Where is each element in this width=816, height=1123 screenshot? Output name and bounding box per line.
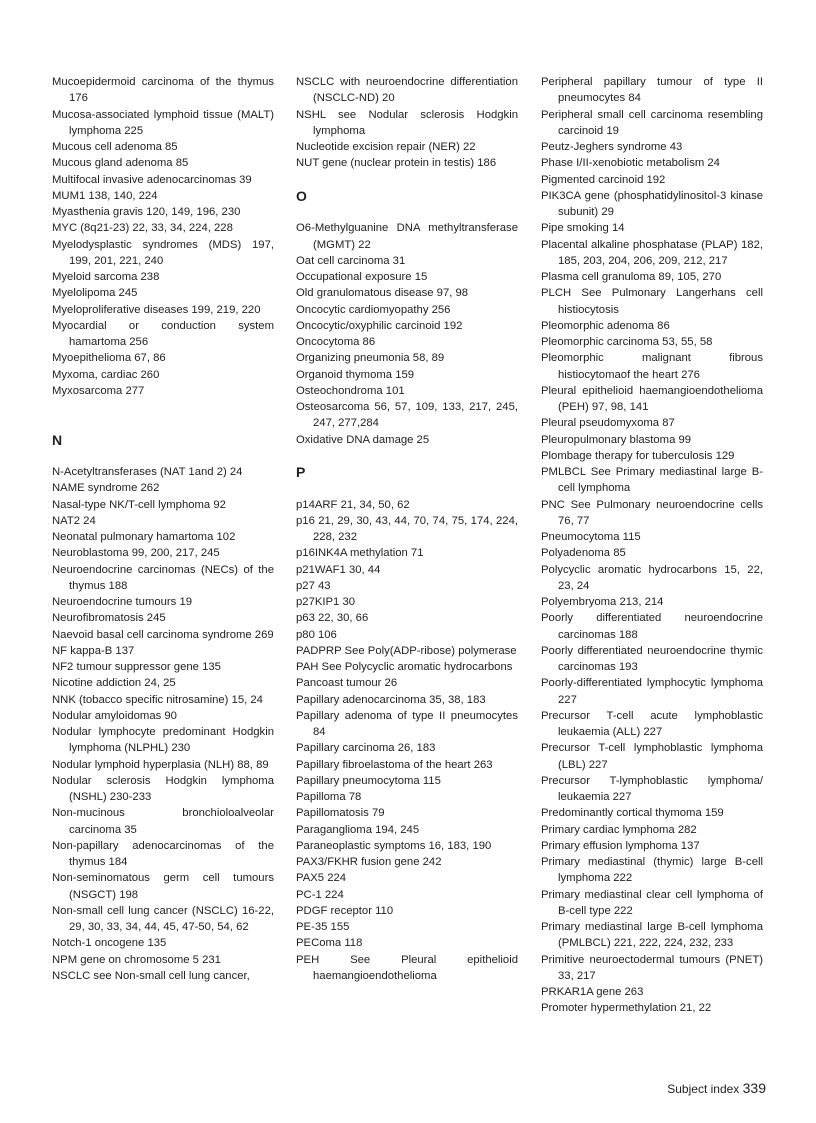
index-entry: Promoter hypermethylation 21, 22: [541, 1002, 712, 1015]
index-entry: Oncocytic cardiomyopathy 256: [296, 303, 451, 316]
section-letter-heading: O: [296, 187, 307, 204]
index-entry: PAX3/FKHR fusion gene 242: [296, 856, 442, 868]
index-entry: PNC See Pulmonary neuroendocrine cells 76, 77: [541, 498, 763, 527]
index-entry: Papillomatosis 79: [296, 807, 385, 820]
index-entry: Non-seminomatous germ cell tumours (NSGCT) 198: [52, 872, 274, 901]
index-entry: Organizing pneumonia 58, 89: [296, 352, 445, 365]
index-entry: p16INK4A methylation 71: [296, 547, 424, 560]
index-entry: Myeloproliferative diseases 199, 219, 220: [52, 303, 261, 316]
index-entry: Pancoast tumour 26: [296, 677, 398, 690]
index-entry: Notch-1 oncogene 135: [52, 937, 167, 950]
index-entry: PC-1 224: [296, 888, 344, 901]
page-number: 339: [742, 1080, 766, 1096]
index-entry: Pleuropulmonary blastoma 99: [541, 433, 692, 446]
index-entry: Nodular sclerosis Hodgkin lymphoma (NSHL) 230-233: [52, 774, 274, 803]
index-entry: Peripheral papillary tumour of type II pneumocytes 84: [541, 76, 763, 105]
index-entry: Neonatal pulmonary hamartoma 102: [52, 531, 236, 543]
index-entry: Poorly differentiated neuroendocrine thymic carcinomas 193: [541, 644, 763, 673]
index-entry: Precursor T-cell lymphoblastic lymphoma (LBL) 227: [541, 742, 763, 771]
index-entry: Pleural pseudomyxoma 87: [541, 417, 675, 430]
index-entry: Old granulomatous disease 97, 98: [296, 287, 469, 300]
index-entry: p63 22, 30, 66: [296, 612, 369, 625]
index-entry: Primary cardiac lymphoma 282: [541, 823, 697, 836]
index-entry: Papillary carcinoma 26, 183: [296, 742, 436, 755]
index-entry: Nucleotide excision repair (NER) 22: [296, 141, 476, 153]
index-entry: p21WAF1 30, 44: [296, 563, 381, 576]
index-entry: Primary mediastinal large B-cell lymphoma (PMLBCL) 221, 222, 224, 232, 233: [541, 921, 763, 950]
index-entry: Primary mediastinal (thymic) large B-cell lymphoma 222: [541, 856, 763, 885]
index-entry: Papillary adenoma of type II pneumocytes 84: [296, 709, 518, 738]
index-entry: Mucous gland adenoma 85: [52, 157, 189, 170]
index-entry: Myeloid sarcoma 238: [52, 271, 160, 283]
index-entry: Nicotine addiction 24, 25: [52, 677, 176, 690]
index-entry: PEH See Pleural epithelioid haemangioendothelioma: [296, 953, 518, 982]
index-entry: p27 43: [296, 579, 331, 592]
index-entry: Neuroblastoma 99, 200, 217, 245: [52, 547, 220, 560]
index-entry: Nasal-type NK/T-cell lymphoma 92: [52, 498, 226, 511]
index-entry: Plombage therapy for tuberculosis 129: [541, 449, 735, 462]
index-entry: Poorly differentiated neuroendocrine carcinomas 188: [541, 612, 763, 641]
index-entry: Myocardial or conduction system hamartoma 256: [52, 319, 274, 348]
index-entry: NNK (tobacco specific nitrosamine) 15, 24: [52, 693, 263, 706]
spacer: [296, 172, 518, 188]
index-column-2: [296, 74, 518, 984]
page-footer: [641, 1080, 766, 1096]
index-entry: Predominantly cortical thymoma 159: [541, 807, 724, 820]
index-entry: Multifocal invasive adenocarcinomas 39: [52, 173, 252, 186]
index-entry: Papilloma 78: [296, 791, 362, 803]
index-entry: p27KIP1 30: [296, 596, 356, 608]
index-entry: Myelolipoma 245: [52, 287, 138, 300]
index-entry: p14ARF 21, 34, 50, 62: [296, 498, 410, 511]
index-entry: NAME syndrome 262: [52, 482, 160, 495]
section-letter-heading: N: [52, 431, 63, 448]
index-entry: Pleomorphic malignant fibrous histiocytomaof the heart 276: [541, 352, 763, 381]
index-entry: Myelodysplastic syndromes (MDS) 197, 199, 201, 221, 240: [52, 238, 274, 267]
index-entry: PLCH See Pulmonary Langerhans cell histiocytosis: [541, 287, 763, 316]
index-entry: PADPRP See Poly(ADP-ribose) polymerase: [296, 644, 517, 657]
index-entry: MYC (8q21-23) 22, 33, 34, 224, 228: [52, 222, 233, 235]
index-entry: Non-mucinous bronchioloalveolar carcinoma 35: [52, 807, 274, 836]
index-entry: Nodular amyloidomas 90: [52, 709, 177, 722]
index-entry: Papillary pneumocytoma 115: [296, 774, 441, 787]
index-entry: Myxosarcoma 277: [52, 384, 145, 397]
index-entry: NUT gene (nuclear protein in testis) 186: [296, 157, 497, 170]
index-entry: PAH See Polycyclic aromatic hydrocarbons: [296, 661, 513, 673]
index-entry: PIK3CA gene (phosphatidylinositol-3 kinase subunit) 29: [541, 189, 763, 218]
index-entry: Nodular lymphoid hyperplasia (NLH) 88, 89: [52, 758, 269, 771]
index-entry: NSHL see Nodular sclerosis Hodgkin lymphoma: [296, 108, 518, 137]
index-entry: Papillary fibroelastoma of the heart 263: [296, 758, 493, 771]
index-entry: Oat cell carcinoma 31: [296, 254, 406, 267]
index-entry: Non-small cell lung cancer (NSCLC) 16-22, 29, 30, 33, 34, 44, 45, 47-50, 54, 62: [52, 904, 274, 933]
spacer: [296, 480, 518, 496]
index-entry: Primary mediastinal clear cell lymphoma of B-cell type 222: [541, 888, 763, 917]
index-entry: Poorly-differentiated lymphocytic lymphoma 227: [541, 677, 763, 706]
footer-label: Subject index: [667, 1082, 740, 1096]
index-entry: Pleural epithelioid haemangioendothelioma (PEH) 97, 98, 141: [541, 384, 763, 413]
index-entry: Mucoepidermoid carcinoma of the thymus 176: [52, 76, 274, 105]
index-entry: N-Acetyltransferases (NAT 1and 2) 24: [52, 466, 243, 478]
index-entry: Peutz-Jeghers syndrome 43: [541, 141, 683, 153]
index-entry: Organoid thymoma 159: [296, 368, 415, 381]
index-column-1: [52, 74, 274, 984]
index-entry: Osteochondroma 101: [296, 384, 405, 397]
index-entry: PAX5 224: [296, 872, 347, 885]
index-entry: NPM gene on chromosome 5 231: [52, 953, 221, 966]
spacer: [52, 415, 274, 431]
index-entry: Pleomorphic adenoma 86: [541, 319, 670, 332]
index-entry: Primitive neuroectodermal tumours (PNET) 33, 217: [541, 953, 763, 982]
spacer: [296, 204, 518, 220]
index-entry: Precursor T-cell acute lymphoblastic leukaemia (ALL) 227: [541, 709, 763, 738]
spacer: [296, 448, 518, 464]
index-entry: Placental alkaline phosphatase (PLAP) 182, 185, 203, 204, 206, 209, 212, 217: [541, 238, 763, 267]
index-entry: Papillary adenocarcinoma 35, 38, 183: [296, 693, 486, 706]
index-entry: MUM1 138, 140, 224: [52, 189, 158, 202]
index-entry: NSCLC see Non-small cell lung cancer,: [52, 969, 250, 982]
index-entry: O6-Methylguanine DNA methyltransferase (MGMT) 22: [296, 222, 518, 251]
index-entry: NSCLC with neuroendocrine differentiation (NSCLC-ND) 20: [296, 76, 518, 105]
index-entry: Mucous cell adenoma 85: [52, 141, 178, 153]
index-entry: Mucosa-associated lymphoid tissue (MALT) lymphoma 225: [52, 108, 274, 137]
index-entry: Peripheral small cell carcinoma resembling carcinoid 19: [541, 108, 763, 137]
index-entry: PE-35 155: [296, 921, 350, 933]
index-entry: Precursor T-lymphoblastic lymphoma/ leukaemia 227: [541, 774, 763, 803]
spacer: [52, 399, 274, 415]
index-entry: Polyadenoma 85: [541, 547, 626, 560]
index-entry: PMLBCL See Primary mediastinal large B-cell lymphoma: [541, 466, 763, 495]
index-entry: Phase I/II-xenobiotic metabolism 24: [541, 157, 720, 170]
index-entry: Pipe smoking 14: [541, 222, 625, 235]
index-entry: NAT2 24: [52, 514, 96, 527]
index-entry: Pneumocytoma 115: [541, 531, 641, 543]
section-letter-heading: P: [296, 464, 306, 480]
index-entry: Polyembryoma 213, 214: [541, 596, 664, 608]
index-entry: Pleomorphic carcinoma 53, 55, 58: [541, 336, 713, 348]
index-entry: Oxidative DNA damage 25: [296, 433, 430, 446]
index-entry: NF kappa-B 137: [52, 644, 135, 657]
index-entry: Osteosarcoma 56, 57, 109, 133, 217, 245, 247, 277,284: [296, 401, 518, 430]
index-entry: Oncocytic/oxyphilic carcinoid 192: [296, 319, 463, 332]
index-entry: Myxoma, cardiac 260: [52, 368, 160, 381]
index-entry: Myasthenia gravis 120, 149, 196, 230: [52, 206, 241, 218]
index-column-3: [541, 74, 763, 1017]
index-entry: Neuroendocrine tumours 19: [52, 596, 193, 608]
index-entry: NF2 tumour suppressor gene 135: [52, 661, 221, 673]
index-entry: PRKAR1A gene 263: [541, 986, 644, 998]
index-entry: Paraneoplastic symptoms 16, 183, 190: [296, 839, 492, 852]
index-entry: Pigmented carcinoid 192: [541, 173, 666, 186]
index-entry: Naevoid basal cell carcinoma syndrome 269: [52, 628, 274, 641]
index-entry: PDGF receptor 110: [296, 904, 394, 917]
index-entry: Neurofibromatosis 245: [52, 612, 166, 625]
index-entry: Nodular lymphocyte predominant Hodgkin lymphoma (NLPHL) 230: [52, 726, 274, 755]
index-entry: Myoepithelioma 67, 86: [52, 352, 166, 365]
index-entry: Paraganglioma 194, 245: [296, 823, 420, 836]
index-entry: Oncocytoma 86: [296, 336, 376, 348]
index-entry: Non-papillary adenocarcinomas of the thymus 184: [52, 839, 274, 868]
index-entry: Polycyclic aromatic hydrocarbons 15, 22, 23, 24: [541, 563, 763, 592]
index-entry: Primary effusion lymphoma 137: [541, 839, 700, 852]
index-entry: Plasma cell granuloma 89, 105, 270: [541, 271, 722, 283]
index-entry: p80 106: [296, 628, 337, 641]
spacer: [52, 448, 274, 464]
index-entry: Occupational exposure 15: [296, 271, 428, 283]
index-entry: p16 21, 29, 30, 43, 44, 70, 74, 75, 174, 224, 228, 232: [296, 514, 518, 543]
index-entry: Neuroendocrine carcinomas (NECs) of the thymus 188: [52, 563, 274, 592]
index-entry: PEComa 118: [296, 937, 363, 950]
